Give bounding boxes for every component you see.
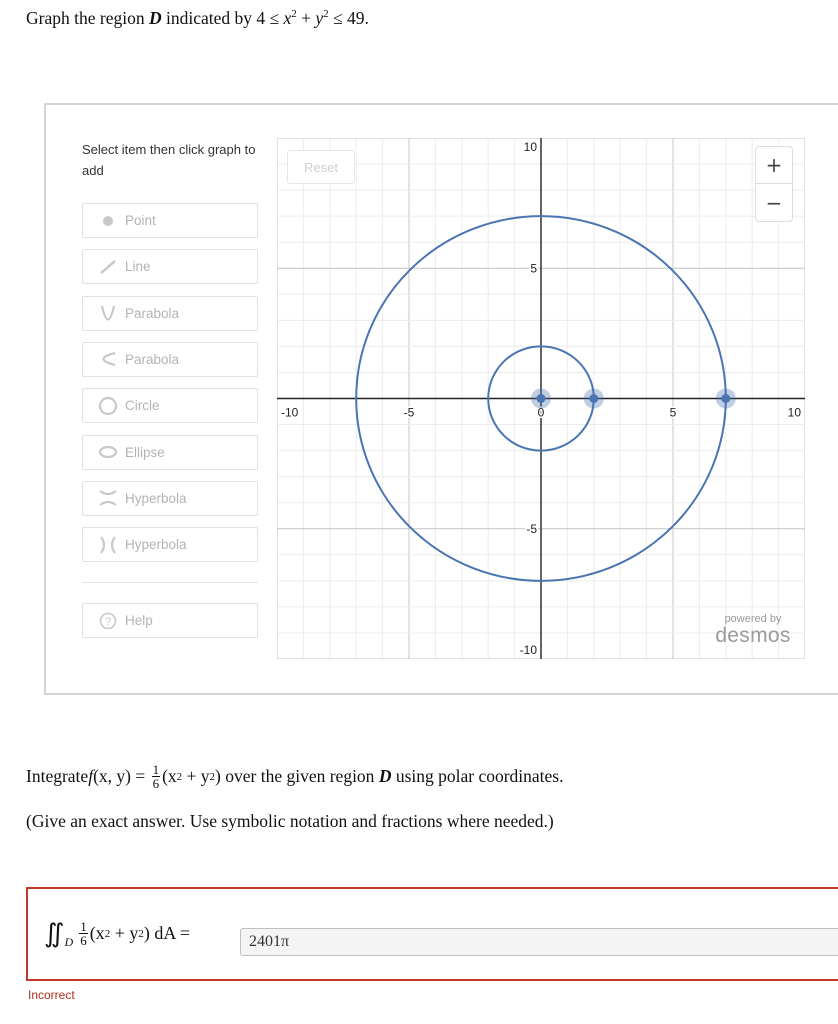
x-tick-label: -5 (403, 405, 415, 420)
instructions-text: (Give an exact answer. Use symbolic notation and fractions where needed.) (26, 811, 554, 831)
double-integral-symbol: ∬ (44, 918, 65, 948)
x-tick-label: 5 (669, 405, 677, 420)
tool-parabola-side[interactable] (82, 342, 258, 377)
x-tick-label: 10 (787, 405, 801, 420)
status-incorrect: Incorrect (28, 988, 75, 1002)
help-icon (97, 610, 119, 632)
zoom-out-button[interactable]: − (755, 184, 793, 222)
graph-canvas[interactable] (277, 138, 805, 659)
tool-label: Line (125, 259, 151, 275)
tool-parabola-up[interactable] (82, 296, 258, 331)
integration-prompt: Integrate f (x, y) = $\frac{1}{6}$ (x 2 + y 2 ) over the given region D using polar coordinates. (26, 762, 564, 791)
help-label: Help (125, 613, 153, 628)
svg-text:?: ? (104, 615, 112, 628)
parabola-up-icon (97, 302, 119, 324)
ellipse-icon (97, 441, 119, 463)
parabola-side-icon (97, 348, 119, 370)
tool-hyperbola-vertical[interactable] (82, 481, 258, 516)
fraction: $\frac{1}{6}$ (152, 762, 160, 791)
tool-label: Parabola (125, 351, 180, 367)
zoom-in-button[interactable]: + (755, 146, 793, 184)
graph-tool-panel (44, 103, 838, 695)
tool-point[interactable] (82, 203, 258, 238)
tool-instructions: Select item then click graph to add (82, 142, 256, 178)
control-point (721, 394, 730, 403)
help-button[interactable] (82, 603, 258, 638)
tool-circle[interactable] (82, 388, 258, 423)
x-tick-label: -10 (281, 405, 299, 420)
y-tick-label: 10 (523, 140, 537, 154)
x-tick-label: 0 (537, 405, 545, 420)
circle-icon (97, 395, 119, 417)
line-icon (97, 256, 119, 278)
tool-line[interactable] (82, 249, 258, 284)
integral-expression: ∬ D $\frac{1}{6}$ (x 2 + y 2 ) dA = (44, 918, 191, 949)
tool-label: Parabola (125, 305, 180, 321)
question-prompt: Graph the region D indicated by $4 \le x^2 + y^2 \le 49$. (26, 8, 369, 28)
tool-label: Hyperbola (125, 490, 187, 506)
control-point (589, 394, 598, 403)
desmos-logo: powered by desmos (715, 613, 791, 647)
tool-label: Circle (125, 398, 160, 414)
hyperbola-horizontal-icon (97, 534, 119, 556)
control-point (537, 394, 546, 403)
hyperbola-vertical-icon (97, 487, 119, 509)
tool-ellipse[interactable] (82, 435, 258, 470)
tool-hyperbola-horizontal[interactable] (82, 527, 258, 562)
answer-input[interactable]: 2401π (240, 928, 838, 956)
y-tick-label: -5 (526, 521, 537, 536)
reset-button[interactable]: Reset (287, 150, 355, 184)
tool-palette (82, 139, 262, 628)
answer-box (26, 887, 838, 981)
tool-divider (82, 582, 258, 583)
tool-label: Ellipse (125, 444, 165, 460)
region-symbol: D (148, 8, 162, 28)
tool-label: Point (125, 213, 156, 228)
y-tick-label: -10 (519, 643, 537, 657)
tool-label: Hyperbola (125, 537, 187, 553)
y-tick-label: 5 (530, 261, 537, 276)
point-icon (97, 210, 119, 232)
